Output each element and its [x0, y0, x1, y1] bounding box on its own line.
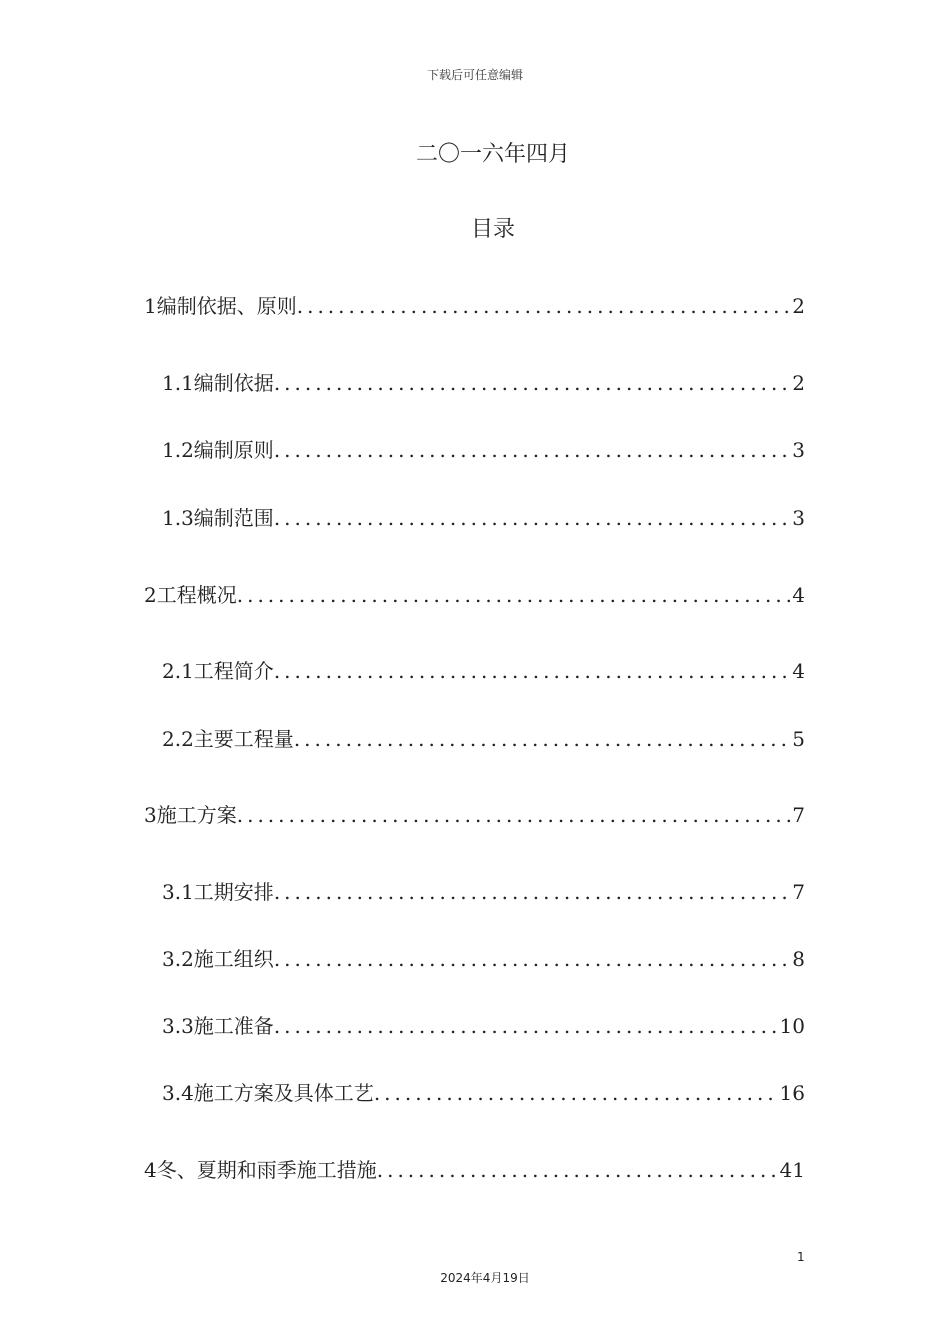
toc-entry[interactable] — [162, 655, 805, 684]
toc-title: 目录 — [470, 217, 515, 242]
toc-leader-dots — [237, 803, 791, 827]
toc-entry-label: 1.2编制原则 — [162, 438, 274, 462]
toc-leader-dots — [297, 294, 791, 318]
toc-entry-label: 2.2主要工程量 — [162, 727, 294, 751]
page-header: 下载后可任意编辑 — [426, 68, 523, 82]
toc-entry-page: 3 — [792, 438, 805, 462]
toc-entry[interactable] — [162, 502, 805, 531]
toc-leader-dots — [274, 880, 790, 904]
toc-leader-dots — [237, 583, 791, 607]
toc-entry-page: 3 — [792, 506, 805, 530]
toc-entry[interactable] — [162, 943, 805, 972]
toc-leader-dots — [274, 438, 790, 462]
toc-leader-dots — [274, 659, 790, 683]
toc-entry-page: 7 — [792, 880, 805, 904]
toc-entry-label: 1.1编制依据 — [162, 371, 274, 395]
page-number: 1 — [797, 1250, 805, 1264]
toc-entry-page: 7 — [792, 803, 805, 827]
toc-entry-label: 3.2施工组织 — [162, 947, 274, 971]
toc-entry-page: 41 — [779, 1158, 805, 1182]
toc-entry[interactable] — [144, 290, 805, 319]
toc-entry-label: 3.4施工方案及具体工艺 — [162, 1081, 374, 1105]
toc-entry-label: 1.3编制范围 — [162, 506, 274, 530]
toc-leader-dots — [274, 1014, 778, 1038]
toc-leader-dots — [274, 371, 790, 395]
toc-entry-label: 4冬、夏期和雨季施工措施 — [144, 1158, 377, 1182]
toc-entry-page: 2 — [792, 371, 805, 395]
toc-entry-page: 2 — [792, 294, 805, 318]
toc-entry-page: 10 — [779, 1014, 805, 1038]
toc-leader-dots — [274, 947, 790, 971]
toc-leader-dots — [294, 727, 790, 751]
toc-entry[interactable] — [144, 579, 805, 608]
toc-entry[interactable] — [144, 1154, 805, 1183]
toc-entry[interactable] — [162, 1077, 805, 1106]
toc-entry-page: 4 — [792, 583, 805, 607]
toc-entry-label: 3.3施工准备 — [162, 1014, 274, 1038]
toc-leader-dots — [274, 506, 790, 530]
document-date: 二〇一六年四月 — [415, 142, 570, 167]
toc-leader-dots — [377, 1158, 778, 1182]
toc-entry-page: 4 — [792, 659, 805, 683]
toc-entry[interactable] — [162, 1010, 805, 1039]
toc-entry-page: 16 — [779, 1081, 805, 1105]
toc-entry[interactable] — [162, 723, 805, 752]
toc-entry-page: 5 — [792, 727, 805, 751]
toc-entry[interactable] — [162, 434, 805, 463]
page-footer: 2024年4月19日 — [440, 1271, 530, 1285]
toc-entry-label: 3施工方案 — [144, 803, 237, 827]
toc-entry-label: 2工程概况 — [144, 583, 237, 607]
toc-entry-label: 3.1工期安排 — [162, 880, 274, 904]
toc-leader-dots — [374, 1081, 778, 1105]
toc-entry-label: 1编制依据、原则 — [144, 294, 297, 318]
toc-entry-page: 8 — [792, 947, 805, 971]
toc-entry[interactable] — [162, 876, 805, 905]
toc-entry[interactable] — [144, 799, 805, 828]
toc-entry[interactable] — [162, 367, 805, 396]
toc-entry-label: 2.1工程简介 — [162, 659, 274, 683]
